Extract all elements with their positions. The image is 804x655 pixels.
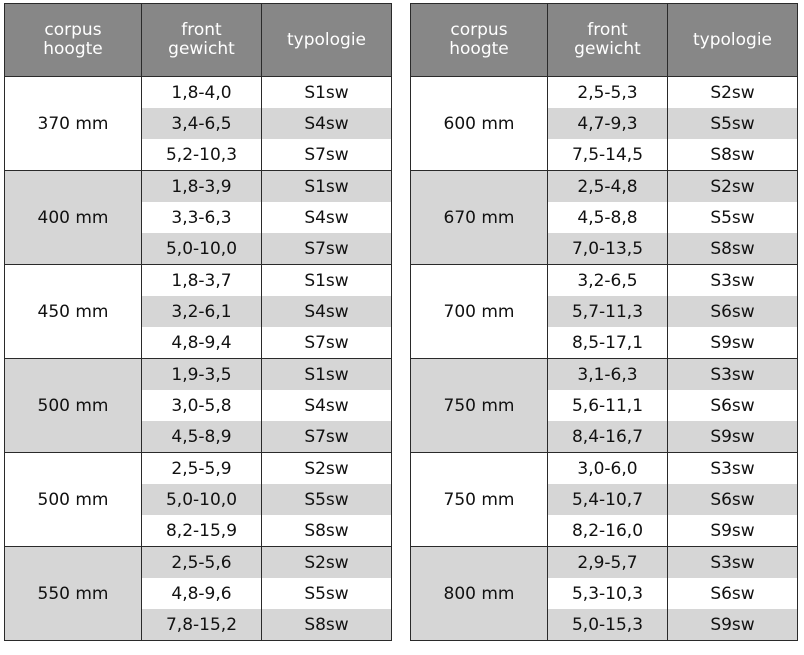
typology-cell: S7sw: [262, 139, 392, 171]
typology-cell: S4sw: [262, 296, 392, 327]
front-weight-cell: 1,8-3,7: [142, 265, 262, 297]
header-typologie: typologie: [262, 4, 392, 77]
front-weight-cell: 4,8-9,4: [142, 327, 262, 359]
typology-cell: S2sw: [668, 171, 798, 203]
corpus-height-cell: 670 mm: [411, 171, 548, 265]
typology-cell: S6sw: [668, 578, 798, 609]
table-row: [411, 453, 798, 485]
front-weight-cell: 2,5-5,3: [548, 77, 668, 109]
typology-cell: S8sw: [262, 515, 392, 547]
front-weight-cell: 3,0-5,8: [142, 390, 262, 421]
table-row: [5, 265, 392, 297]
typology-cell: S5sw: [668, 108, 798, 139]
front-weight-cell: 1,8-3,9: [142, 171, 262, 203]
front-weight-cell: 1,8-4,0: [142, 77, 262, 109]
front-weight-cell: 5,7-11,3: [548, 296, 668, 327]
front-weight-cell: 5,2-10,3: [142, 139, 262, 171]
front-weight-cell: 5,0-10,0: [142, 484, 262, 515]
corpus-height-cell: 750 mm: [411, 453, 548, 547]
typology-cell: S6sw: [668, 390, 798, 421]
header-front-gewicht: front gewicht: [548, 4, 668, 77]
table-row: [411, 77, 798, 109]
front-weight-cell: 3,2-6,1: [142, 296, 262, 327]
corpus-height-cell: 500 mm: [5, 359, 142, 453]
typology-cell: S7sw: [262, 327, 392, 359]
typology-cell: S8sw: [262, 609, 392, 641]
table-row: [5, 453, 392, 485]
typology-cell: S5sw: [262, 484, 392, 515]
table-row: [5, 547, 392, 579]
typology-cell: S1sw: [262, 77, 392, 109]
corpus-height-cell: 370 mm: [5, 77, 142, 171]
typology-cell: S3sw: [668, 547, 798, 579]
typology-cell: S2sw: [262, 453, 392, 485]
table-row: [5, 171, 392, 203]
typology-cell: S9sw: [668, 515, 798, 547]
header-corpus-hoogte: corpus hoogte: [5, 4, 142, 77]
corpus-height-cell: 450 mm: [5, 265, 142, 359]
typology-cell: S3sw: [668, 359, 798, 391]
corpus-height-cell: 600 mm: [411, 77, 548, 171]
corpus-height-cell: 550 mm: [5, 547, 142, 641]
front-weight-cell: 3,2-6,5: [548, 265, 668, 297]
front-weight-cell: 8,2-16,0: [548, 515, 668, 547]
front-weight-cell: 8,5-17,1: [548, 327, 668, 359]
typology-cell: S2sw: [262, 547, 392, 579]
typology-cell: S7sw: [262, 421, 392, 453]
right-spec-table: [410, 3, 798, 641]
typology-cell: S9sw: [668, 421, 798, 453]
typology-cell: S8sw: [668, 233, 798, 265]
typology-cell: S3sw: [668, 265, 798, 297]
header-corpus-hoogte: corpus hoogte: [411, 4, 548, 77]
typology-cell: S5sw: [262, 578, 392, 609]
typology-cell: S8sw: [668, 139, 798, 171]
corpus-height-cell: 500 mm: [5, 453, 142, 547]
front-weight-cell: 8,2-15,9: [142, 515, 262, 547]
front-weight-cell: 5,4-10,7: [548, 484, 668, 515]
typology-cell: S1sw: [262, 171, 392, 203]
typology-cell: S4sw: [262, 202, 392, 233]
typology-cell: S7sw: [262, 233, 392, 265]
typology-cell: S6sw: [668, 484, 798, 515]
front-weight-cell: 4,5-8,9: [142, 421, 262, 453]
front-weight-cell: 5,0-15,3: [548, 609, 668, 641]
table-row: [411, 547, 798, 579]
typology-cell: S1sw: [262, 359, 392, 391]
front-weight-cell: 5,6-11,1: [548, 390, 668, 421]
front-weight-cell: 5,3-10,3: [548, 578, 668, 609]
front-weight-cell: 2,5-4,8: [548, 171, 668, 203]
typology-cell: S6sw: [668, 296, 798, 327]
front-weight-cell: 4,5-8,8: [548, 202, 668, 233]
table-row: [411, 265, 798, 297]
typology-cell: S4sw: [262, 390, 392, 421]
header-typologie: typologie: [668, 4, 798, 77]
table-row: [5, 359, 392, 391]
corpus-height-cell: 700 mm: [411, 265, 548, 359]
corpus-height-cell: 800 mm: [411, 547, 548, 641]
typology-cell: S3sw: [668, 453, 798, 485]
front-weight-cell: 2,5-5,6: [142, 547, 262, 579]
header-row: [5, 4, 392, 77]
front-weight-cell: 3,1-6,3: [548, 359, 668, 391]
table-row: [411, 359, 798, 391]
typology-cell: S5sw: [668, 202, 798, 233]
front-weight-cell: 3,3-6,3: [142, 202, 262, 233]
front-weight-cell: 8,4-16,7: [548, 421, 668, 453]
front-weight-cell: 4,8-9,6: [142, 578, 262, 609]
typology-cell: S9sw: [668, 327, 798, 359]
front-weight-cell: 3,4-6,5: [142, 108, 262, 139]
typology-cell: S1sw: [262, 265, 392, 297]
typology-cell: S2sw: [668, 77, 798, 109]
front-weight-cell: 7,5-14,5: [548, 139, 668, 171]
header-row: [411, 4, 798, 77]
corpus-height-cell: 400 mm: [5, 171, 142, 265]
front-weight-cell: 7,8-15,2: [142, 609, 262, 641]
table-row: [411, 171, 798, 203]
header-front-gewicht: front gewicht: [142, 4, 262, 77]
table-row: [5, 77, 392, 109]
front-weight-cell: 2,9-5,7: [548, 547, 668, 579]
left-spec-table: [4, 3, 392, 641]
front-weight-cell: 3,0-6,0: [548, 453, 668, 485]
front-weight-cell: 1,9-3,5: [142, 359, 262, 391]
front-weight-cell: 2,5-5,9: [142, 453, 262, 485]
front-weight-cell: 7,0-13,5: [548, 233, 668, 265]
front-weight-cell: 5,0-10,0: [142, 233, 262, 265]
typology-cell: S4sw: [262, 108, 392, 139]
corpus-height-cell: 750 mm: [411, 359, 548, 453]
front-weight-cell: 4,7-9,3: [548, 108, 668, 139]
typology-cell: S9sw: [668, 609, 798, 641]
